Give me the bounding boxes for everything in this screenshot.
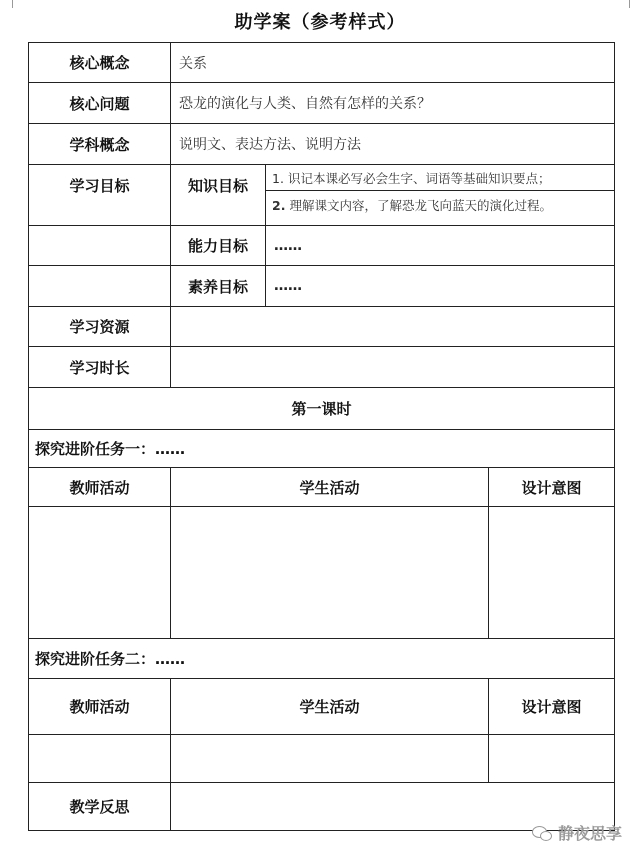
row-subject-concept [29, 124, 615, 165]
task1-header-student: 学生活动 [171, 468, 489, 507]
row-reflection [29, 783, 615, 831]
crop-mark-right [629, 0, 630, 8]
row-learning-goals-knowledge [29, 165, 615, 226]
row-duration [29, 347, 615, 388]
learning-goals-label: 学习目标 [29, 165, 171, 226]
core-question-label: 核心问题 [29, 83, 171, 124]
resources-value [171, 307, 615, 347]
task1-student-cell [171, 507, 489, 639]
knowledge-goal-item-text: 识记本课必写必会生字、词语等基础知识要点； [287, 171, 551, 186]
ability-goal-value: …… [266, 226, 615, 266]
knowledge-goal-item-number: 2. [272, 198, 286, 213]
row-learning-goals-ability [29, 226, 615, 266]
task2-teacher-cell [29, 735, 171, 783]
row-task1-title [29, 430, 615, 468]
task2-header-intent: 设计意图 [489, 679, 615, 735]
literacy-goal-value: …… [266, 266, 615, 307]
task2-student-cell [171, 735, 489, 783]
task2-header-student: 学生活动 [171, 679, 489, 735]
duration-label: 学习时长 [29, 347, 171, 388]
core-concept-value: 关系 [171, 43, 615, 83]
learning-goals-spacer [29, 226, 171, 266]
row-core-concept [29, 43, 615, 83]
ability-goal-label: 能力目标 [171, 226, 266, 266]
task1-header-intent: 设计意图 [489, 468, 615, 507]
row-resources [29, 307, 615, 347]
row-task2-headers [29, 679, 615, 735]
task1-header-teacher: 教师活动 [29, 468, 171, 507]
row-task2-title [29, 639, 615, 679]
task2-header-teacher: 教师活动 [29, 679, 171, 735]
knowledge-goal-content [266, 165, 615, 226]
core-concept-label: 核心概念 [29, 43, 171, 83]
subject-concept-label: 学科概念 [29, 124, 171, 165]
duration-value [171, 347, 615, 388]
task2-title: 探究进阶任务二：…… [29, 639, 615, 679]
knowledge-goal-item [272, 169, 608, 188]
learning-goals-spacer [29, 266, 171, 307]
row-task1-body [29, 507, 615, 639]
reflection-label: 教学反思 [29, 783, 171, 831]
task1-intent-cell [489, 507, 615, 639]
task1-teacher-cell [29, 507, 171, 639]
row-lesson-title [29, 388, 615, 430]
row-learning-goals-literacy [29, 266, 615, 307]
study-plan-table [28, 42, 615, 831]
watermark-text: 静夜思享 [557, 824, 622, 843]
knowledge-goal-item-text: 理解课文内容，了解恐龙飞向蓝天的演化过程。 [289, 198, 552, 213]
wechat-icon [532, 825, 552, 841]
literacy-goal-label: 素养目标 [171, 266, 266, 307]
lesson-title: 第一课时 [29, 388, 615, 430]
row-core-question [29, 83, 615, 124]
task1-title: 探究进阶任务一：…… [29, 430, 615, 468]
core-question-value: 恐龙的演化与人类、自然有怎样的关系？ [171, 83, 615, 124]
crop-mark-left [12, 0, 13, 8]
row-task1-headers [29, 468, 615, 507]
knowledge-goal-item [272, 191, 608, 221]
page-title: 助学案（参考样式） [234, 12, 406, 33]
watermark [532, 821, 622, 844]
resources-label: 学习资源 [29, 307, 171, 347]
subject-concept-value: 说明文、表达方法、说明方法 [171, 124, 615, 165]
knowledge-goal-label: 知识目标 [171, 165, 266, 226]
task2-intent-cell [489, 735, 615, 783]
knowledge-goal-item-number: 1. [272, 171, 284, 186]
row-task2-body [29, 735, 615, 783]
